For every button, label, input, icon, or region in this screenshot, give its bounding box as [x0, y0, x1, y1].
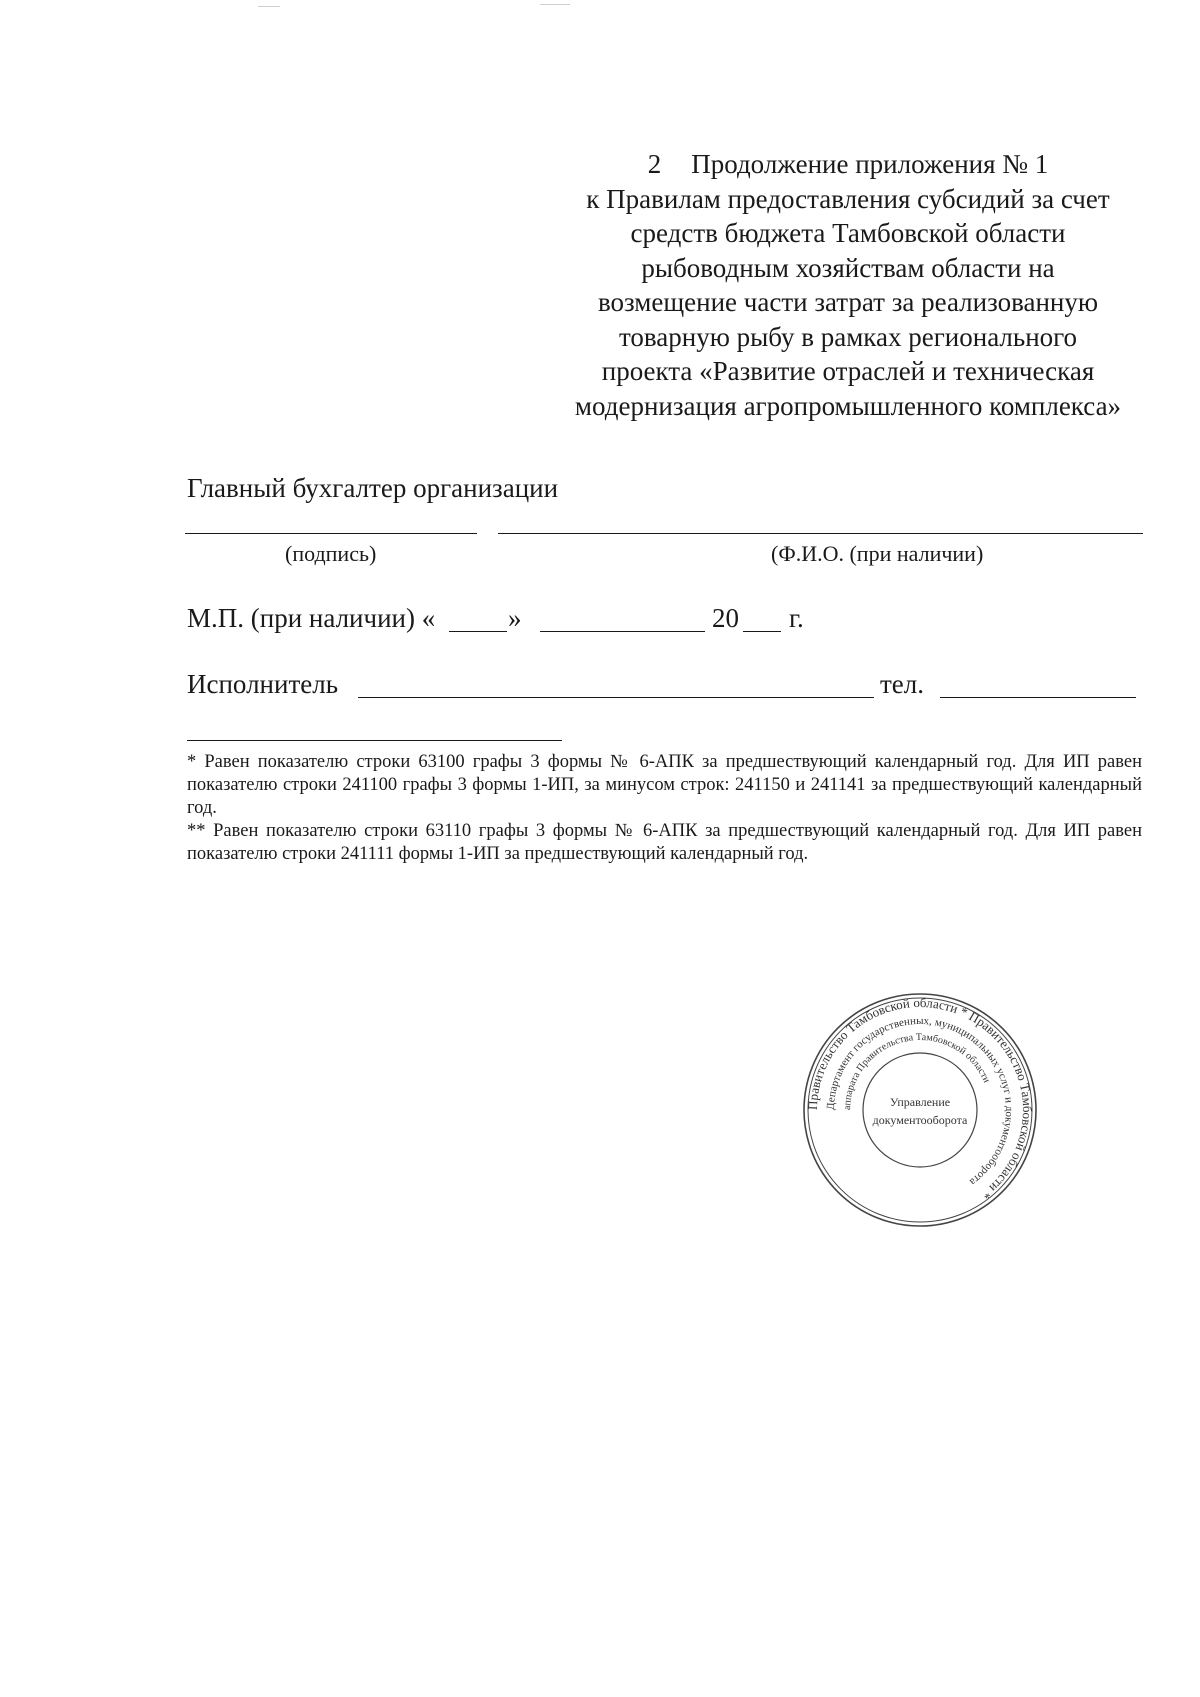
seal-center-line-1: Управление — [889, 1095, 951, 1109]
header-line: к Правилам предоставления субсидий за счет — [586, 183, 1110, 214]
seal-middle-text: Департамент государственных, муниципальных услуг и документооборота — [824, 1014, 1016, 1188]
footnotes — [187, 751, 1142, 866]
year-suffix: г. — [789, 603, 804, 633]
scan-speck — [540, 4, 570, 5]
footnote-separator — [187, 740, 562, 741]
header-line: модернизация агропромышленного комплекса» — [574, 390, 1122, 421]
seal-outer-text: Правительство Тамбовской области * Правительство Тамбовской области * — [804, 994, 1036, 1203]
header-line: возмещение части затрат за реализованную — [597, 287, 1099, 317]
chief-accountant-label: Главный бухгалтер организации — [187, 473, 559, 503]
header-first-line — [548, 147, 1148, 182]
seal-center-circle — [863, 1053, 977, 1167]
quote-close: » — [508, 603, 522, 633]
footnote-1: * Равен показателю строки 63100 графы 3 формы № 6-АПК за предшествующий календарный год. Для ИП равен показателю строки 241100 графы 3 формы 1-ИП, за минусом строк: 241150 и 241141 за предшествующий календарный год. — [187, 752, 1142, 818]
scan-speck — [258, 6, 280, 7]
name-caption: (Ф.И.О. (при наличии) — [771, 541, 984, 566]
header-line: рыбоводным хозяйствам области на — [641, 252, 1055, 283]
year-line — [743, 631, 781, 632]
footnote-2: ** Равен показателю строки 63110 графы 3 формы № 6-АПК за предшествующий календарный год. Для ИП равен показателю строки 241111 формы 1-ИП за предшествующий календарный год. — [187, 821, 1142, 864]
seal-graphic — [800, 990, 1040, 1230]
header-line: товарную рыбу в рамках регионального — [618, 321, 1078, 352]
executor-label: Исполнитель — [187, 669, 339, 699]
year-prefix: 20 — [712, 603, 739, 633]
month-line — [540, 631, 705, 632]
name-line — [498, 533, 1143, 534]
seal-inner-text: аппарата Правительства Тамбовской области — [841, 1031, 993, 1111]
executor-line — [358, 697, 874, 698]
page-number: 2 — [647, 149, 662, 179]
day-line — [449, 631, 507, 632]
appendix-continuation-title: Продолжение приложения № 1 — [691, 149, 1049, 179]
header-line: средств бюджета Тамбовской области — [630, 218, 1066, 248]
signature-caption: (подпись) — [285, 541, 377, 566]
seal-center-line-2: документооборота — [872, 1113, 968, 1127]
header-line: проекта «Развитие отраслей и техническая — [601, 356, 1095, 386]
appendix-header — [548, 147, 1148, 423]
signature-line — [185, 533, 477, 534]
stamp-place-label: М.П. (при наличии) « — [187, 603, 436, 633]
phone-line — [940, 697, 1136, 698]
phone-label: тел. — [880, 669, 925, 699]
official-seal — [800, 990, 1040, 1230]
